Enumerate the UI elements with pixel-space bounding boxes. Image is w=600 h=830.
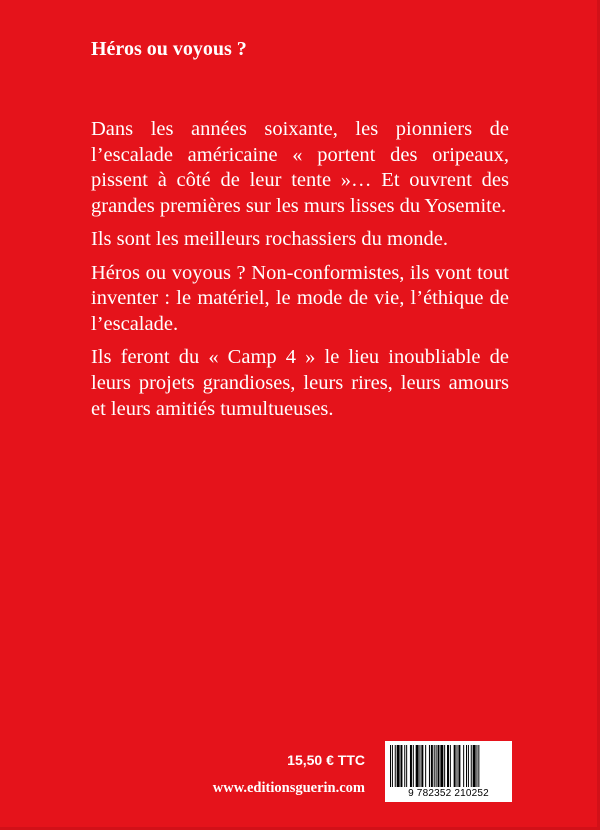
back-cover-title: Héros ou voyous ? [91,38,247,60]
publisher-website: www.editionsguerin.com [212,780,365,796]
blurb-paragraph: Héros ou voyous ? Non-conformistes, ils vont tout inventer : le matériel, le mode de vie, l’éthique de l’escalade. [91,261,509,335]
blurb-paragraph: Dans les années soixante, les pionniers de l’escalade américaine « portent des oripeaux, pissent à côté de leur tente »… Et ouvrent des grandes premières sur les murs lisses du Yosemite. [91,118,509,218]
blurb [91,117,509,430]
blurb-paragraph: Ils sont les meilleurs rochassiers du monde. [91,228,448,251]
blurb-paragraph: Ils feront du « Camp 4 » le lieu inoubliable de leurs projets grandioses, leurs rires, leurs amours et leurs amitiés tumultueuses. [91,346,509,420]
barcode-bars [388,745,509,787]
isbn-digits: 9 782352 210252 [408,788,489,799]
price-label: 15,50 € TTC [287,752,365,768]
isbn-barcode [385,741,512,802]
